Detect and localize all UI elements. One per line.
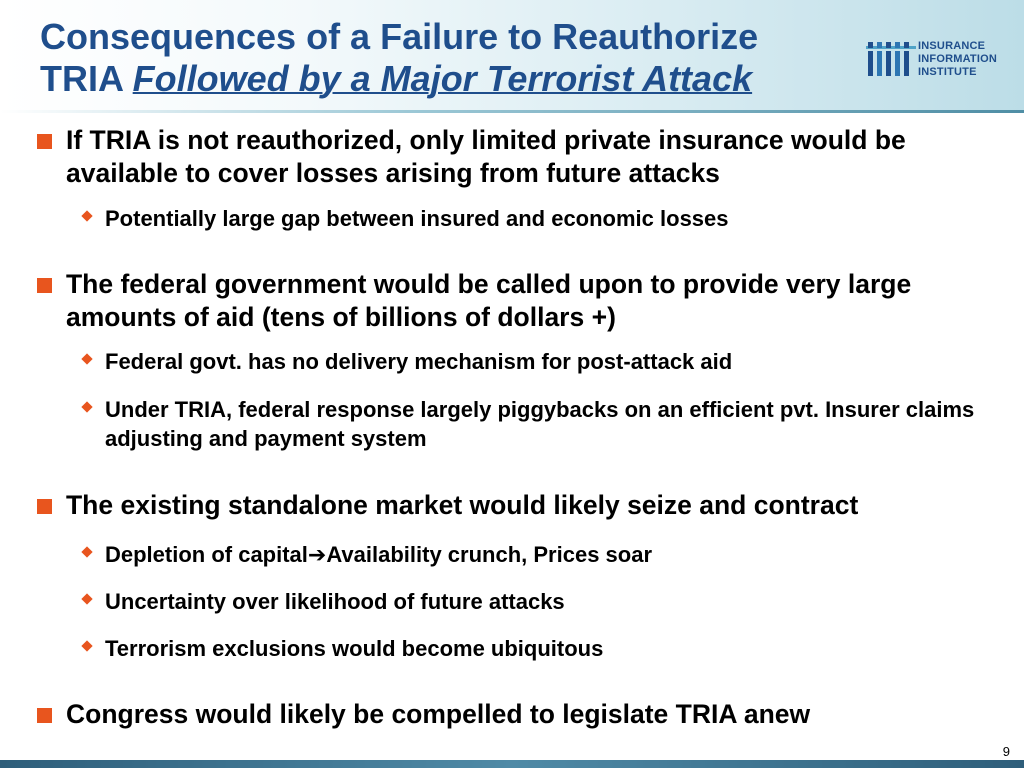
title-emphasis: Followed by a Major Terrorist Attack xyxy=(132,58,753,99)
right-arrow-icon: ➔ xyxy=(307,542,327,567)
bullet-4-text: Congress would likely be compelled to legislate TRIA anew xyxy=(66,699,811,729)
square-bullet-icon xyxy=(37,278,52,293)
sub-bullet-1-1-text: Potentially large gap between insured and economic losses xyxy=(105,206,729,231)
diamond-bullet-icon xyxy=(81,546,92,557)
iii-logo-icon xyxy=(866,40,916,78)
sub-bullet-3-2-text: Uncertainty over likelihood of future attacks xyxy=(105,589,565,614)
logo-line-1: INSURANCE xyxy=(918,40,986,52)
bullet-1-text: If TRIA is not reauthorized, only limited private insurance would be available to cover losses arising from future attacks xyxy=(66,125,906,188)
sub-bullet-3-2 xyxy=(105,587,985,616)
logo-line-3: INSTITUTE xyxy=(918,66,977,78)
slide-title xyxy=(40,16,860,100)
sub-bullet-3-1 xyxy=(105,540,985,569)
square-bullet-icon xyxy=(37,499,52,514)
bullet-3-text: The existing standalone market would likely seize and contract xyxy=(66,490,859,520)
footer-bar xyxy=(0,760,1024,768)
sub-bullet-3-1-after: Availability crunch, Prices soar xyxy=(326,542,653,567)
bullet-2-text: The federal government would be called upon to provide very large amounts of aid (tens of billions of dollars +) xyxy=(66,269,912,332)
sub-bullet-3-1-before: Depletion of capital xyxy=(105,542,308,567)
sub-bullet-1-1 xyxy=(105,204,985,233)
bullet-2 xyxy=(66,268,1006,334)
diamond-bullet-icon xyxy=(81,210,92,221)
iii-logo xyxy=(866,36,1016,82)
diamond-bullet-icon xyxy=(81,353,92,364)
title-line-1: Consequences of a Failure to Reauthorize xyxy=(40,16,759,57)
sub-bullet-3-3 xyxy=(105,634,985,663)
diamond-bullet-icon xyxy=(81,640,92,651)
sub-bullet-2-2-text: Under TRIA, federal response largely piggybacks on an efficient pvt. Insurer claims adjusting and payment system xyxy=(105,397,975,451)
diamond-bullet-icon xyxy=(81,401,92,412)
bullet-4 xyxy=(66,698,1006,731)
diamond-bullet-icon xyxy=(81,593,92,604)
title-prefix: TRIA xyxy=(40,58,133,99)
header-divider xyxy=(0,110,1024,113)
sub-bullet-2-1 xyxy=(105,347,985,376)
logo-line-2: INFORMATION xyxy=(918,53,997,65)
sub-bullet-2-2 xyxy=(105,395,985,453)
sub-bullet-3-3-text: Terrorism exclusions would become ubiquitous xyxy=(105,636,604,661)
square-bullet-icon xyxy=(37,708,52,723)
page-number: 9 xyxy=(1002,744,1010,759)
sub-bullet-2-1-text: Federal govt. has no delivery mechanism for post-attack aid xyxy=(105,349,733,374)
logo-text xyxy=(918,40,997,79)
bullet-3 xyxy=(66,489,1006,522)
title-line-2 xyxy=(40,58,860,100)
square-bullet-icon xyxy=(37,134,52,149)
bullet-1 xyxy=(66,124,1006,190)
